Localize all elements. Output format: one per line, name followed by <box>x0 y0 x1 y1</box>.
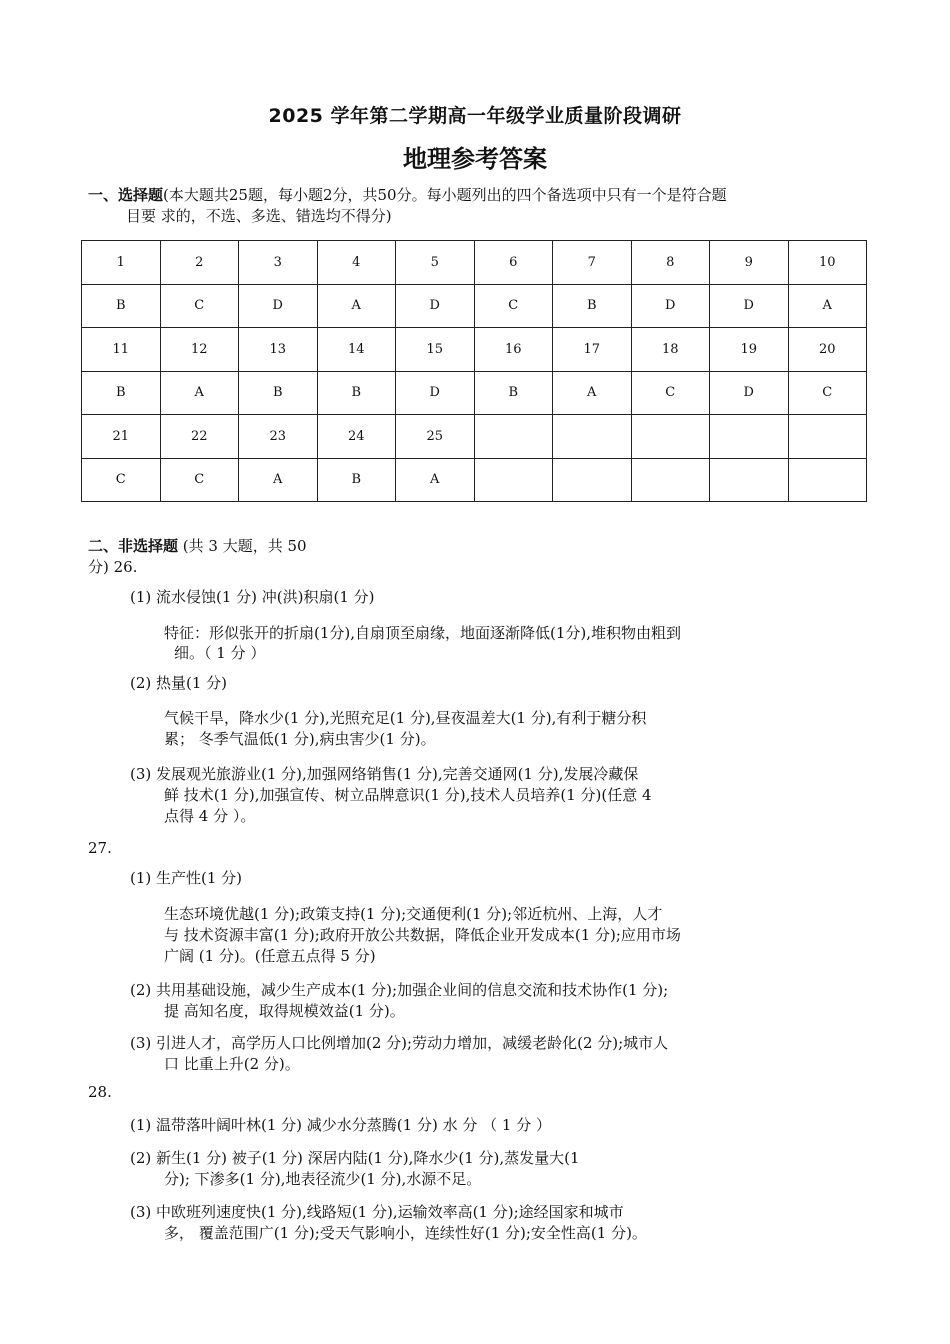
question-number-cell: 1 <box>82 241 161 285</box>
question-number-cell: 4 <box>317 241 396 285</box>
answer-cell: C <box>160 284 239 328</box>
question-number-cell: 16 <box>474 328 553 372</box>
answer-cell: A <box>239 458 318 502</box>
answer-cell: B <box>474 371 553 415</box>
document-subtitle: 地理参考答案 <box>403 145 547 173</box>
question-number-cell: 7 <box>553 241 632 285</box>
q28-part3-line1: (3) 中欧班列速度快(1 分),线路短(1 分),运输效率高(1 分);途经国家和城市 <box>130 1203 624 1221</box>
question-number-cell <box>474 415 553 459</box>
answer-cell: D <box>710 284 789 328</box>
question-number-cell <box>553 415 632 459</box>
answer-cell: B <box>317 371 396 415</box>
q27-part1: (1) 生产性(1 分) <box>130 869 243 887</box>
question-number-cell <box>710 415 789 459</box>
answer-cell <box>788 458 867 502</box>
answer-cell: D <box>710 371 789 415</box>
q26-part1-feature-line1: 特征：形似张开的折扇(1分),自扇顶至扇缘，地面逐渐降低(1分),堆积物由粗到 <box>164 624 682 642</box>
q27-part2-line2: 提 高知名度，取得规模效益(1 分)。 <box>164 1002 405 1020</box>
answer-cell: D <box>396 371 475 415</box>
answer-row <box>82 458 867 502</box>
answer-cell: B <box>82 284 161 328</box>
question-number-cell: 8 <box>631 241 710 285</box>
answer-cell: C <box>160 458 239 502</box>
q27-part3-line2: 口 比重上升(2 分)。 <box>164 1055 300 1073</box>
answer-cell: A <box>553 371 632 415</box>
q27-part1-line2: 与 技术资源丰富(1 分);政府开放公共数据，降低企业开发成本(1 分);应用市场 <box>164 926 681 944</box>
answer-cell: C <box>474 284 553 328</box>
section1-label: 一、选择题 <box>88 186 164 204</box>
question-number-row <box>82 415 867 459</box>
question-number-cell: 19 <box>710 328 789 372</box>
q28-part3-line2: 多， 覆盖范围广(1 分);受天气影响小，连续性好(1 分);安全性高(1 分)。 <box>164 1224 647 1242</box>
question-number-cell <box>631 415 710 459</box>
q27-part1-line3: 广阔 (1 分)。(任意五点得 5 分) <box>164 947 376 965</box>
question-number-cell: 12 <box>160 328 239 372</box>
section2-label: 二、非选择题 <box>88 537 179 555</box>
q27-part3-line1: (3) 引进人才，高学历人口比例增加(2 分);劳动力增加，减缓老龄化(2 分);城市人 <box>130 1034 669 1052</box>
answer-cell: B <box>317 458 396 502</box>
q26-part2: (2) 热量(1 分) <box>130 674 228 692</box>
question-number-cell: 23 <box>239 415 318 459</box>
section2-desc-line2: 分) 26. <box>88 558 138 576</box>
question-number-row <box>82 241 867 285</box>
q26-part2-line1: 气候干旱，降水少(1 分),光照充足(1 分),昼夜温差大(1 分),有利于糖分积 <box>164 709 647 727</box>
question-number-cell: 5 <box>396 241 475 285</box>
question-number-cell: 25 <box>396 415 475 459</box>
q26-part3-line1: (3) 发展观光旅游业(1 分),加强网络销售(1 分),完善交通网(1 分),发展冷藏保 <box>130 765 639 783</box>
answer-cell <box>474 458 553 502</box>
answer-cell: D <box>631 284 710 328</box>
question-number-cell: 3 <box>239 241 318 285</box>
question-number-cell: 11 <box>82 328 161 372</box>
answer-cell: A <box>788 284 867 328</box>
answer-cell: A <box>317 284 396 328</box>
section2-heading <box>88 536 307 578</box>
q27-number: 27. <box>88 839 112 857</box>
q28-part2-line2: 分); 下渗多(1 分),地表径流少(1 分),水源不足。 <box>164 1170 482 1188</box>
question-number-cell: 21 <box>82 415 161 459</box>
answer-cell: B <box>82 371 161 415</box>
q26-part2-line2: 累； 冬季气温低(1 分),病虫害少(1 分)。 <box>164 730 436 748</box>
answer-table <box>81 240 867 502</box>
question-number-cell: 20 <box>788 328 867 372</box>
answer-cell: C <box>82 458 161 502</box>
answer-cell: D <box>396 284 475 328</box>
answer-row <box>82 371 867 415</box>
answer-cell <box>710 458 789 502</box>
q26-part3-line3: 点得 4 分 ）。 <box>164 807 256 825</box>
section1-heading <box>88 185 727 227</box>
q26-part3-line2: 鲜 技术(1 分),加强宣传、树立品牌意识(1 分),技术人员培养(1 分)(任意 4 <box>164 786 652 804</box>
answer-row <box>82 284 867 328</box>
answer-cell: B <box>239 371 318 415</box>
q27-part2-line1: (2) 共用基础设施，减少生产成本(1 分);加强企业间的信息交流和技术协作(1 分); <box>130 981 669 999</box>
question-number-cell: 2 <box>160 241 239 285</box>
q26-part1: (1) 流水侵蚀(1 分) 冲(洪)积扇(1 分) <box>130 588 375 606</box>
answer-cell <box>631 458 710 502</box>
question-number-cell <box>788 415 867 459</box>
question-number-cell: 14 <box>317 328 396 372</box>
answer-cell: C <box>631 371 710 415</box>
q28-part2-line1: (2) 新生(1 分) 被子(1 分) 深居内陆(1 分),降水少(1 分),蒸发量大(1 <box>130 1149 580 1167</box>
answer-cell: A <box>396 458 475 502</box>
answer-cell: A <box>160 371 239 415</box>
answer-cell: B <box>553 284 632 328</box>
q27-part1-line1: 生态环境优越(1 分);政策支持(1 分);交通便利(1 分);邻近杭州、上海，人才 <box>164 905 663 923</box>
q28-part1: (1) 温带落叶阔叶林(1 分) 减少水分蒸腾(1 分) 水 分 （ 1 分 ） <box>130 1116 551 1134</box>
question-number-cell: 15 <box>396 328 475 372</box>
question-number-cell: 18 <box>631 328 710 372</box>
answer-cell <box>553 458 632 502</box>
section1-desc-line2: 目要 求的，不选、多选、错选均不得分) <box>126 207 392 225</box>
question-number-cell: 10 <box>788 241 867 285</box>
q26-part1-feature-line2: 细。（ 1 分 ） <box>174 644 266 662</box>
section2-desc-line1: (共 3 大题，共 50 <box>178 537 307 555</box>
question-number-cell: 24 <box>317 415 396 459</box>
answer-cell: C <box>788 371 867 415</box>
question-number-cell: 13 <box>239 328 318 372</box>
question-number-cell: 6 <box>474 241 553 285</box>
answer-cell: D <box>239 284 318 328</box>
question-number-row <box>82 328 867 372</box>
section1-desc-line1: (本大题共25题，每小题2分，共50分。每小题列出的四个备选项中只有一个是符合题 <box>163 186 727 204</box>
question-number-cell: 17 <box>553 328 632 372</box>
q28-number: 28. <box>88 1083 112 1101</box>
exam-title: 2025 学年第二学期高一年级学业质量阶段调研 <box>268 105 682 127</box>
question-number-cell: 9 <box>710 241 789 285</box>
question-number-cell: 22 <box>160 415 239 459</box>
